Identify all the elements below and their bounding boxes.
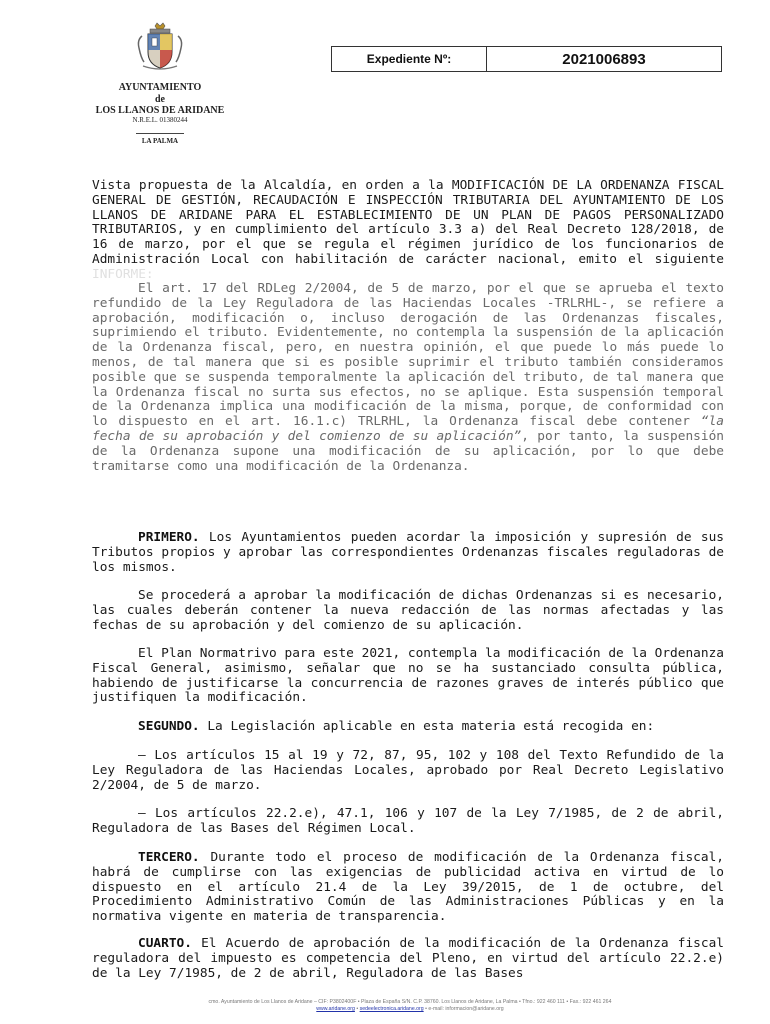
footer-links: www.aridane.org • sedeelectronica.aridane.org • e-mail: informacion@aridane.org	[316, 1006, 504, 1012]
primero-text: Los Ayuntamientos pueden acordar la imposición y supresión de sus Tributos propios y aprobar las correspondientes Ordenanzas fiscales reguladoras de los mismos.	[92, 530, 724, 575]
informe-heading: INFORME:	[92, 266, 154, 282]
intro-paragraph	[92, 179, 724, 283]
legislation-item-2: — Los artículos 22.2.e), 47.1, 106 y 107 de la Ley 7/1985, de 2 de abril, Reguladora de las Bases del Régimen Local.	[92, 806, 724, 836]
org-divider	[136, 133, 184, 134]
cuarto-text: El Acuerdo de aprobación de la modificación de la Ordenanza fiscal reguladora del impuesto es competencia del Pleno, en virtud del artículo 22.2.e) de la Ley 7/1985, de 2 de abril, Reguladora de las Bases	[92, 936, 724, 981]
primero-heading: PRIMERO.	[138, 530, 200, 545]
expediente-number: 2021006893	[562, 50, 646, 68]
legal-basis-text-1: El art. 17 del RDLeg 2/2004, de 5 de marzo, por el que se aprueba el texto refundido de la Ley Reguladora de las Haciendas Locales -TRLRHL-, se refiere a aprobación, modificación o, incluso derogación de las Ordenanzas fiscales, suprimiendo el tributo. Evidentemente, no contempla la suspensión de la aplicación de la Ordenanza fiscal, pero, en nuestra opinión, el que puede lo más puede lo menos, de tal manera que si es posible suprimir el tributo también consideramos posible que se suspenda temporalmente la aplicación del tributo, de tal manera que la Ordenanza fiscal no surta sus efectos, no se aplique. Esta suspensión temporal de la Ordenanza implica una modificación de la misma, porque, de conformidad con lo dispuesto en el art. 16.1.c) TRLRHL, la Ordenanza fiscal debe contener	[92, 281, 724, 430]
footer-website-link[interactable]: www.aridane.org	[316, 1006, 355, 1012]
segundo-text: La Legislación aplicable en esta materia está recogida en:	[199, 719, 655, 734]
cuarto-heading: CUARTO.	[138, 936, 192, 951]
plan-normativo-paragraph: El Plan Normatrivo para este 2021, contempla la modificación de la Ordenanza Fiscal General, asimismo, señalar que no se ha sustanciado consulta pública, habiendo de justificarse la concurrencia de razones graves de interés público que justifiquen la modificación.	[92, 646, 724, 706]
tercero-paragraph	[92, 851, 724, 925]
tercero-text: Durante todo el proceso de modificación de la Ordenanza fiscal, habrá de cumplirse con las exigencias de publicidad activa en virtud de lo dispuesto en el artículo 21.4 de la Ley 39/2015, de 1 de octubre, del Procedimiento Administrativo Común de las Administraciones Públicas y en la normativa vigente en materia de transparencia.	[92, 850, 724, 925]
footer-email: • e-mail: informacion@aridane.org	[425, 1006, 504, 1012]
intro-text: Vista propuesta de la Alcaldía, en orden a la MODIFICACIÓN DE LA ORDENANZA FISCAL GENERAL DE GESTIÓN, RECAUDACIÓN E INSPECCIÓN TRIBUTARIA DEL AYUNTAMIENTO DE LOS LLANOS DE ARIDANE PARA EL ESTABLECIMIENTO DE UN PLAN DE PAGOS PERSONALIZADO TRIBUTARIOS, y en cumplimiento del artículo 3.3 a) del Real Decreto 128/2018, de 16 de marzo, por el que se regula el régimen jurídico de los funcionarios de Administración Local con habilitación de carácter nacional, emito el siguiente	[92, 178, 724, 267]
org-island: LA PALMA	[141, 137, 179, 145]
tercero-heading: TERCERO.	[138, 850, 200, 865]
footer-address: cmo. Ayuntamiento de Los Llanos de Aridane – CIF: P3802400F • Plaza de España S/N. C.P. 38760. Los Llanos de Aridane, La Palma • Tfno.: 922 460 111 • Fax.: 922 461 264	[208, 999, 612, 1005]
legal-basis-quote: “la fecha de su aprobación y del comienzo de su aplicación”	[92, 414, 724, 444]
coat-of-arms-icon	[135, 22, 185, 72]
expediente-label: Expediente Nº:	[332, 47, 487, 71]
legal-basis-text-2: , por tanto, la suspensión de la Ordenanza supone una modificación de su aplicación, por lo que debe tramitarse como una modificación de la Ordenanza.	[92, 428, 724, 474]
expediente-box	[331, 46, 722, 72]
org-nrel: N.R.E.L. 01380244	[132, 116, 188, 124]
modification-paragraph: Se procederá a aprobar la modificación de dichas Ordenanzas si es necesario, las cuales deberán contener la nueva redacción de las normas afectadas y las fechas de su aprobación y del comienzo de su aplicación.	[92, 588, 724, 633]
segundo-paragraph	[92, 720, 724, 735]
org-name-line2: de	[155, 94, 165, 105]
cuarto-paragraph	[92, 937, 724, 981]
org-name-line3: LOS LLANOS DE ARIDANE	[95, 105, 225, 116]
page-footer	[90, 999, 730, 1013]
segundo-heading: SEGUNDO.	[138, 719, 200, 734]
org-name-line1: AYUNTAMIENTO	[118, 82, 202, 93]
footer-sede-link[interactable]: sedeelectronica.aridane.org	[359, 1006, 424, 1012]
primero-paragraph	[92, 531, 724, 575]
legislation-item-1: — Los artículos 15 al 19 y 72, 87, 95, 102 y 108 del Texto Refundido de la Ley Reguladora de las Haciendas Locales, aprobado por Real Decreto Legislativo 2/2004, de 5 de marzo.	[92, 748, 724, 793]
legal-basis-paragraph	[92, 282, 724, 474]
